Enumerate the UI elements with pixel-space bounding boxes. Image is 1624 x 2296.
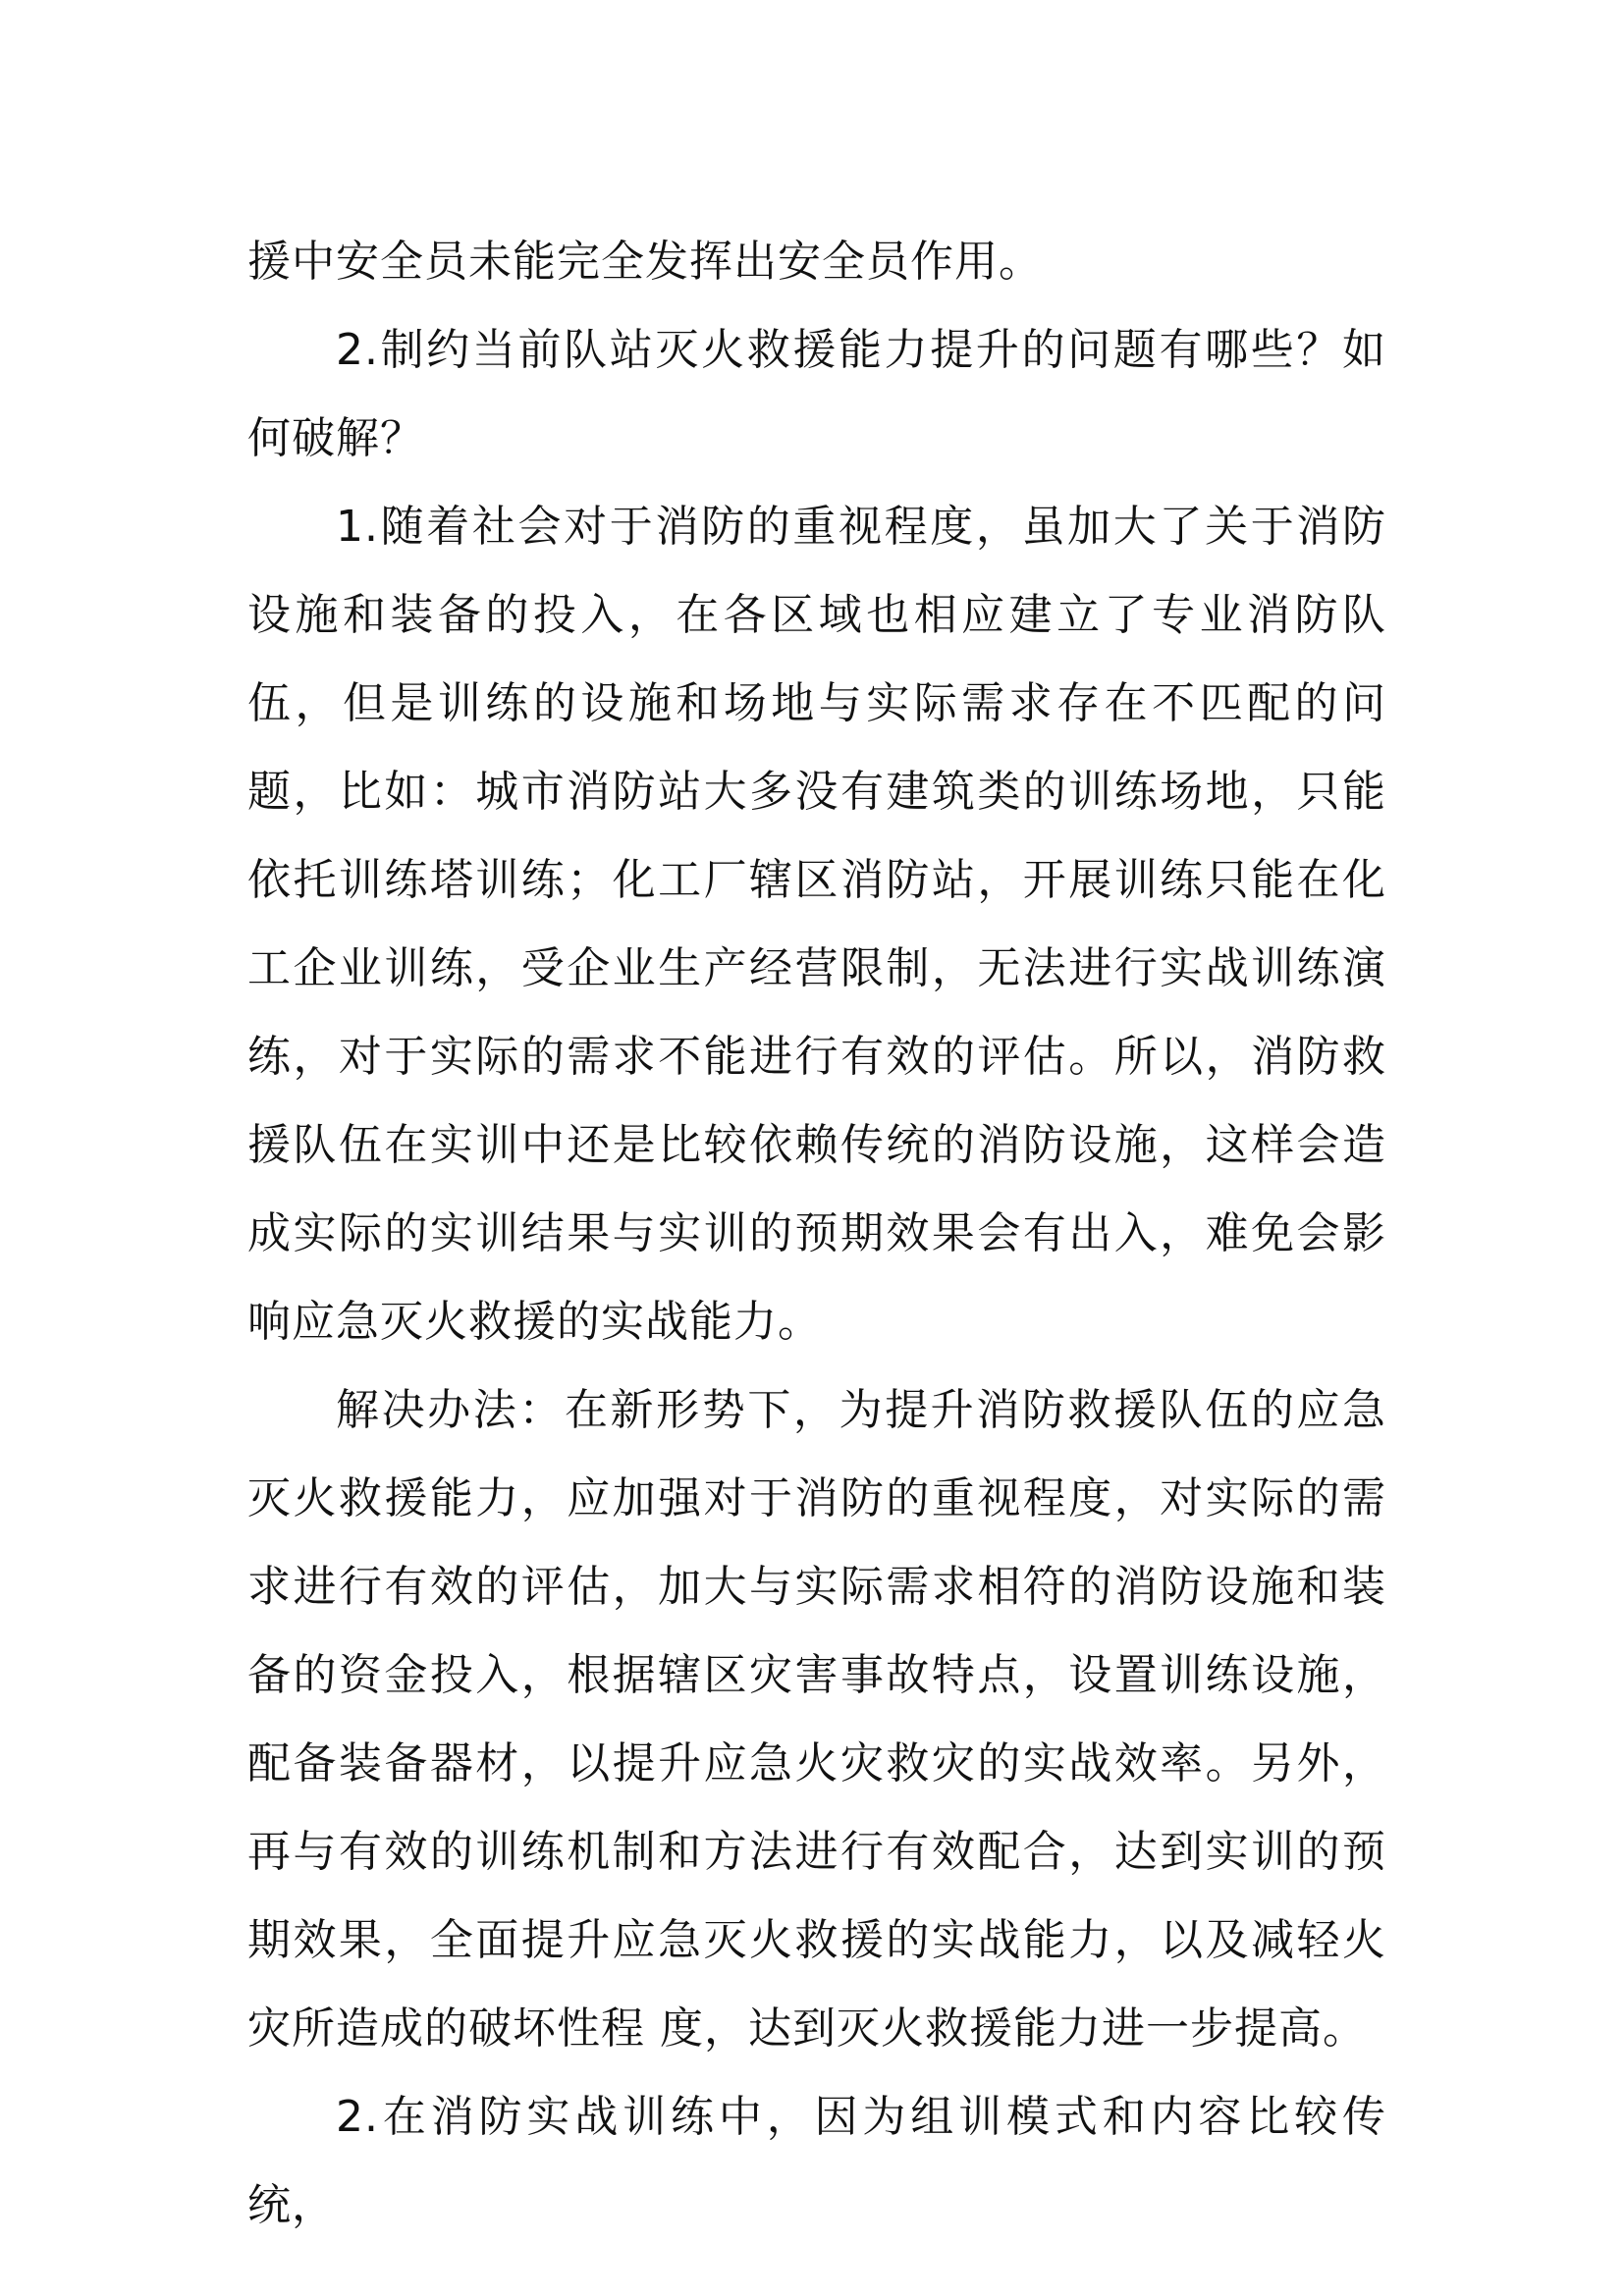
paragraph-point-2: 2.在消防实战训练中，因为组训模式和内容比较传统，	[247, 2092, 1386, 2230]
paragraph-point-1: 1.随着社会对于消防的重视程度，虽加大了关于消防设施和装备的投入，在各区域也相应建立了专业消防队伍，但是训练的设施和场地与实际需求存在不匹配的问题，比如：城市消防站大多没有建筑类的训练场地，只能依托训练塔训练；化工厂辖区消防站，开展训练只能在化工企业训练，受企业生产经营限制，无法进行实战训练演练，对于实际的需求不能进行有效的评估。所以，消防救援队伍在实训中还是比较依赖传统的消防设施，这样会造成实际的实训结果与实训的预期效果会有出入，难免会影响应急灭火救援的实战能力。	[247, 502, 1386, 1347]
document-body	[247, 218, 1386, 2250]
paragraph-question-2: 2.制约当前队站灭火救援能力提升的问题有哪些？如何破解？	[247, 325, 1386, 463]
paragraph-solution: 解决办法：在新形势下，为提升消防救援队伍的应急灭火救援能力，应加强对于消防的重视程度，对实际的需求进行有效的评估，加大与实际需求相符的消防设施和装备的资金投入，根据辖区灾害事故特点，设置训练设施，配备装备器材，以提升应急火灾救灾的实战效率。另外，再与有效的训练机制和方法进行有效配合，达到实训的预期效果，全面提升应急灭火救援的实战能力，以及减轻火灾所造成的破坏性程 度，达到灭火救援能力进一步提高。	[247, 1385, 1386, 2054]
paragraph-continuation: 援中安全员未能完全发挥出安全员作用。	[247, 237, 1043, 287]
